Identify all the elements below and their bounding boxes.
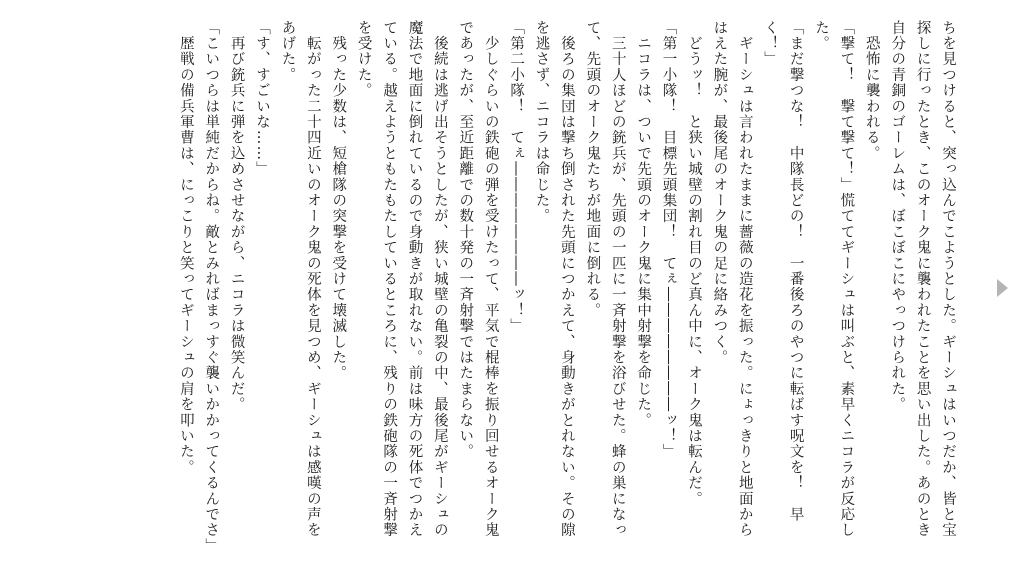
text-line: 三十人ほどの銃兵が、先頭の一匹に一斉射撃を浴びせた。蜂の巣になっ bbox=[609, 20, 626, 539]
text-line: はえた腕が、最後尾のオーク鬼の足に絡みつく。 bbox=[711, 20, 728, 366]
text-line: であったが、至近距離での数十発の一斉射撃ではたまらない。 bbox=[457, 20, 474, 460]
text-line: 「第二小隊！ てぇ――――――――ッ！」 bbox=[508, 20, 525, 334]
text-line: て、先頭のオーク鬼たちが地面に倒れる。 bbox=[584, 20, 601, 319]
text-line: 後続は逃げ出そうとしたが、狭い城壁の亀裂の中、最後尾がギーシュの bbox=[431, 20, 448, 539]
text-line: 後ろの集団は撃ち倒された先頭につかえて、身動きがとれない。その隙 bbox=[558, 20, 575, 539]
text-line: ニコラは、ついで先頭のオーク鬼に集中射撃を命じた。 bbox=[635, 20, 652, 429]
text-line: 「まだ撃つな！ 中隊長どの！ 一番後ろのやつに転ばす呪文を！ 早 bbox=[787, 20, 804, 523]
text-line: ちを見つけると、突っ込んでこようとした。ギーシュはいつだか、皆と宝 bbox=[940, 20, 956, 539]
text-line: あげた。 bbox=[279, 20, 296, 83]
text-line: 恐怖に襲われる。 bbox=[863, 20, 880, 162]
text-line: ギーシュは言われたままに薔薇の造花を振った。にょっきりと地面から bbox=[736, 20, 753, 539]
text-line: 少しぐらいの鉄砲の弾を受けたって、平気で棍棒を振り回せるオーク鬼 bbox=[482, 20, 499, 539]
next-page-arrow-icon[interactable] bbox=[997, 279, 1008, 297]
text-line: く！」 bbox=[762, 20, 779, 68]
text-line: を受けた。 bbox=[355, 20, 372, 99]
text-line: 探しに行ったとき、このオーク鬼に襲われたことを思い出した。あのとき bbox=[914, 20, 931, 539]
text-line: 再び銃兵に弾を込めさせながら、ニコラは微笑んだ。 bbox=[228, 20, 245, 413]
text-line: 転がった二十四近いのオーク鬼の死体を見つめ、ギーシュは感嘆の声を bbox=[304, 20, 321, 539]
text-line: を逃さず、ニコラは命じた。 bbox=[533, 20, 550, 225]
text-line: 歴戦の備兵軍曹は、にっこりと笑ってギーシュの肩を叩いた。 bbox=[177, 20, 194, 476]
text-line: 残った少数は、短槍隊の突撃を受けて壊滅した。 bbox=[330, 20, 347, 382]
vertical-text-page bbox=[60, 20, 960, 556]
text-line: 魔法で地面に倒れているので身動きが取れない。前は味方の死体でつかえ bbox=[406, 20, 423, 539]
text-line: ている。越えようともたもたしているところに、残りの鉄砲隊の一斉射撃 bbox=[381, 20, 398, 539]
text-line: 「す、すごいな……」 bbox=[254, 20, 271, 177]
text-line: どうッ！ と狭い城壁の割れ目のど真ん中に、オーク鬼は転んだ。 bbox=[685, 20, 702, 507]
text-line: 「こいつらは単純だからね。敵とみればまっすぐ襲いかかってくるんでさ」 bbox=[203, 20, 220, 554]
text-line: 「撃て！ 撃て撃て！」慌ててギーシュは叫ぶと、素早くニコラが反応した。 bbox=[812, 20, 855, 539]
text-line: 自分の青銅のゴーレムは、ぼこぼこにやっつけられた。 bbox=[889, 20, 906, 413]
text-line: 「第一小隊！ 目標先頭集団！ てぇ――――――――ッ！」 bbox=[660, 20, 677, 460]
